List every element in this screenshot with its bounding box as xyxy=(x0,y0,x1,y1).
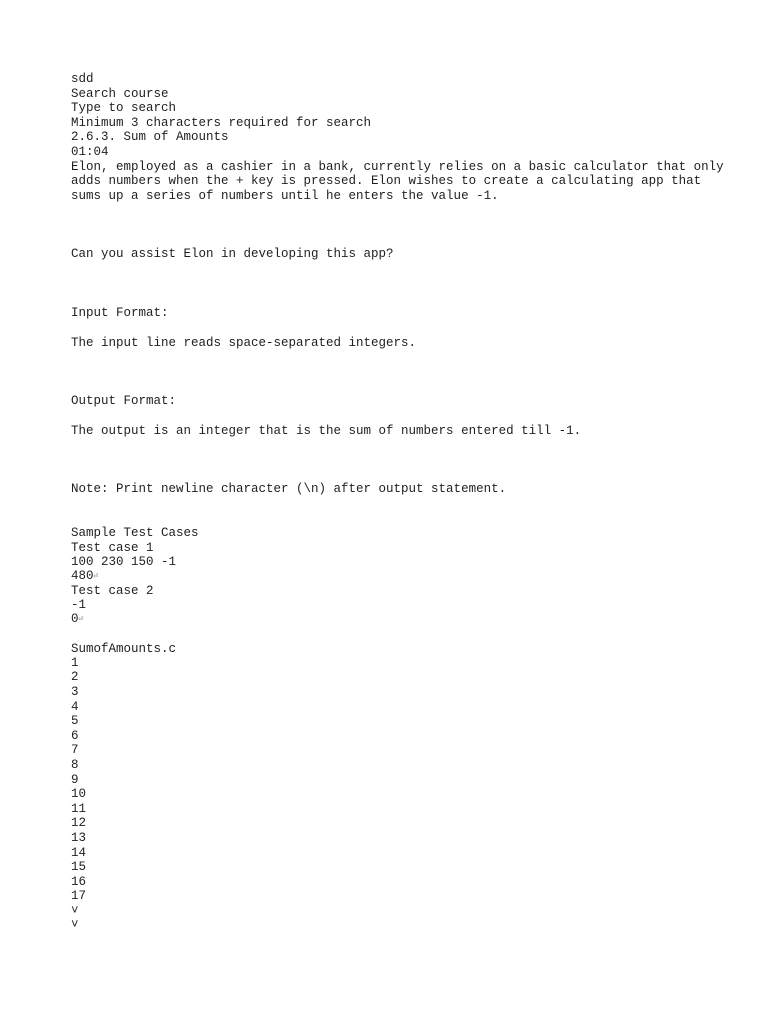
search-hint: Minimum 3 characters required for search xyxy=(71,115,372,130)
test-case-2-output-row xyxy=(71,612,731,627)
test-case-1-tab[interactable]: Test case 1 xyxy=(71,540,154,555)
line-number: 8 xyxy=(71,758,79,773)
note-text: Note: Print newline character (\n) after output statement. xyxy=(71,482,507,497)
line-number: 2 xyxy=(71,670,79,685)
input-format-text: The input line reads space-separated integers. xyxy=(71,335,417,350)
user-name: sdd xyxy=(71,72,94,86)
chevron-down-icon[interactable]: ˅ xyxy=(71,917,79,932)
line-number: 9 xyxy=(71,772,79,787)
output-format-heading: Output Format: xyxy=(71,394,177,409)
page-content xyxy=(71,72,731,932)
chevron-down-icon[interactable]: ˅ xyxy=(71,903,79,918)
test-case-2-output: 0 xyxy=(71,612,79,627)
problem-description: Elon, employed as a cashier in a bank, currently relies on a basic calculator that only adds numbers when the + key is pressed. Elon wishes to create a calculating app that sums up a series of numbers until he enters the value -1. xyxy=(71,159,724,203)
line-number: 5 xyxy=(71,714,79,729)
problem-question: Can you assist Elon in developing this app? xyxy=(71,247,394,262)
line-number: 4 xyxy=(71,699,79,714)
line-number: 11 xyxy=(71,801,87,816)
test-case-2-input: -1 xyxy=(71,597,87,612)
line-number: 10 xyxy=(71,787,87,802)
line-number: 16 xyxy=(71,874,87,889)
line-number: 12 xyxy=(71,816,87,831)
timer: 01:04 xyxy=(71,144,109,159)
problem-title: 2.6.3. Sum of Amounts xyxy=(71,130,229,145)
line-number: 3 xyxy=(71,685,79,700)
line-number: 13 xyxy=(71,831,87,845)
return-icon: ⏎ xyxy=(93,572,99,582)
line-number: 14 xyxy=(71,845,87,860)
line-number: 7 xyxy=(71,743,79,758)
input-format-heading: Input Format: xyxy=(71,305,169,320)
test-case-1-output: 480 xyxy=(71,569,94,584)
line-number: 15 xyxy=(71,860,87,875)
return-icon: ⏎ xyxy=(78,615,84,625)
sample-test-cases-heading: Sample Test Cases xyxy=(71,525,199,540)
test-case-1-output-row xyxy=(71,569,731,584)
line-number: 17 xyxy=(71,889,87,904)
test-case-2-tab[interactable]: Test case 2 xyxy=(71,583,154,598)
line-number: 1 xyxy=(71,655,79,670)
editor-file-tab[interactable]: SumofAmounts.c xyxy=(71,641,177,656)
search-input[interactable] xyxy=(71,101,371,116)
search-course-label: Search course xyxy=(71,86,169,101)
output-format-text: The output is an integer that is the sum of numbers entered till -1. xyxy=(71,423,582,438)
editor-line-numbers xyxy=(71,656,731,904)
test-case-1-input: 100 230 150 -1 xyxy=(71,554,177,569)
line-number: 6 xyxy=(71,728,79,743)
